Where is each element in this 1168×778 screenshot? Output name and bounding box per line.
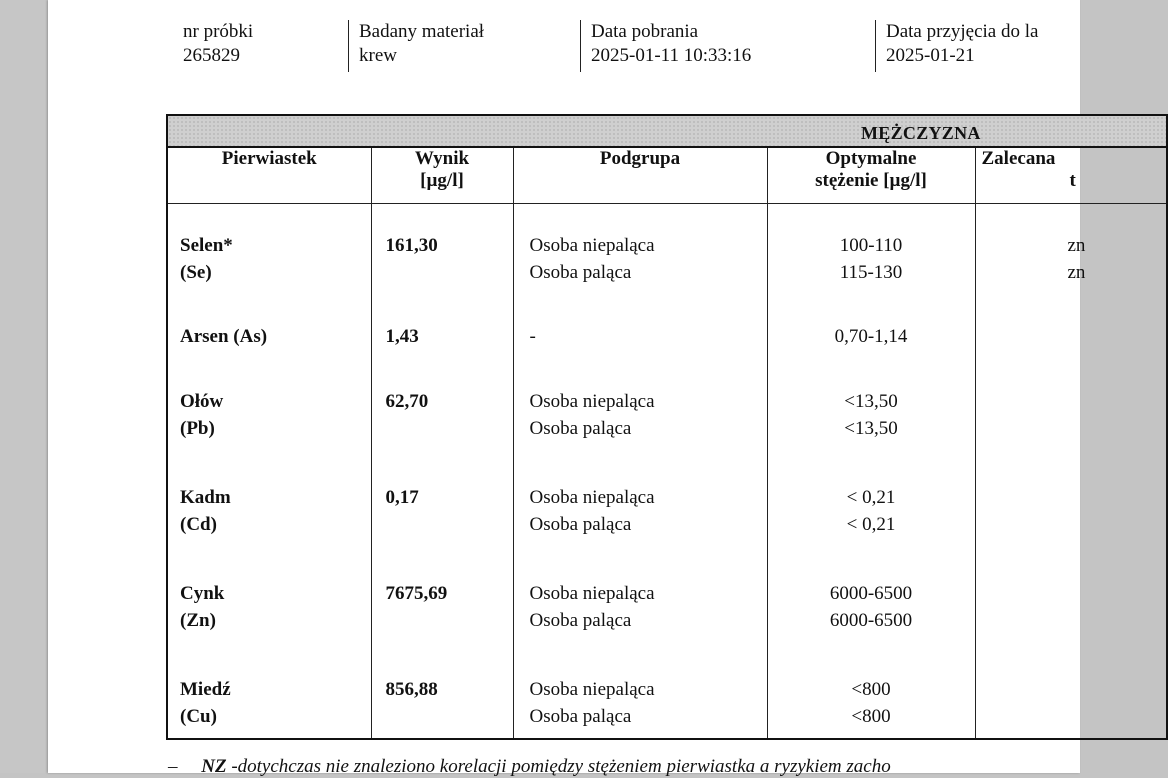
recommended-cell bbox=[975, 580, 1167, 676]
header-result: Wynik [µg/l] bbox=[371, 147, 513, 204]
result-cell bbox=[371, 676, 513, 739]
table-banner bbox=[167, 115, 1167, 147]
element-cell bbox=[167, 388, 371, 484]
subgroup-cell-line: Osoba paląca bbox=[529, 418, 632, 439]
results-table bbox=[166, 114, 1168, 740]
document-page bbox=[48, 0, 1086, 777]
viewer-gutter bbox=[0, 0, 48, 773]
result-cell-line: 161,30 bbox=[385, 235, 438, 256]
element-cell-line: Miedź bbox=[180, 679, 231, 700]
subgroup-cell-line: - bbox=[529, 326, 536, 347]
material-block bbox=[348, 20, 484, 72]
collection-date-value: 2025-01-11 10:33:16 bbox=[591, 45, 752, 66]
table-row bbox=[167, 323, 1167, 388]
optimal-cell-line: < 0,21 bbox=[846, 514, 896, 535]
material-label: Badany materiał bbox=[359, 21, 485, 42]
result-cell-line: 62,70 bbox=[385, 391, 429, 412]
element-cell bbox=[167, 676, 371, 739]
optimal-cell bbox=[767, 323, 975, 388]
optimal-cell-line: <800 bbox=[851, 679, 891, 700]
subgroup-cell-line: Osoba niepaląca bbox=[529, 679, 655, 700]
subgroup-cell bbox=[513, 484, 767, 580]
result-cell bbox=[371, 323, 513, 388]
receipt-date-label: Data przyjęcia do la bbox=[886, 21, 1039, 42]
result-cell bbox=[371, 484, 513, 580]
element-cell-line: Cynk bbox=[180, 583, 225, 604]
sample-number-block bbox=[183, 20, 253, 68]
footnote-text: -dotychczas nie znaleziono korelacji pomiędzy stężeniem pierwiastka a ryzykiem zacho bbox=[226, 756, 891, 777]
optimal-cell-line: <13,50 bbox=[844, 391, 898, 412]
table-row bbox=[167, 676, 1167, 739]
subgroup-cell bbox=[513, 580, 767, 676]
result-cell bbox=[371, 580, 513, 676]
element-cell-line: Selen* bbox=[180, 235, 233, 256]
element-cell bbox=[167, 204, 371, 324]
footnote-abbr: NZ bbox=[201, 756, 227, 777]
element-cell bbox=[167, 580, 371, 676]
element-cell-line: (Pb) bbox=[180, 418, 215, 439]
subgroup-cell-line: Osoba paląca bbox=[529, 514, 632, 535]
subgroup-cell-line: Osoba paląca bbox=[529, 610, 632, 631]
element-cell-line: (Zn) bbox=[180, 610, 216, 631]
table-row bbox=[167, 388, 1167, 484]
subgroup-cell-line: Osoba niepaląca bbox=[529, 391, 655, 412]
subgroup-cell-line: Osoba niepaląca bbox=[529, 487, 655, 508]
optimal-cell-line: 0,70-1,14 bbox=[834, 326, 908, 347]
collection-date-label: Data pobrania bbox=[591, 21, 699, 42]
element-cell-line: Kadm bbox=[180, 487, 231, 508]
subgroup-cell bbox=[513, 204, 767, 324]
element-cell-line: (Cu) bbox=[180, 706, 217, 727]
table-header bbox=[167, 147, 1167, 204]
optimal-cell bbox=[767, 484, 975, 580]
header-element: Pierwiastek bbox=[167, 147, 371, 204]
receipt-date-value: 2025-01-21 bbox=[886, 45, 975, 66]
element-cell-line: (Se) bbox=[180, 262, 212, 283]
result-cell-line: 856,88 bbox=[385, 679, 438, 700]
result-cell-line: 7675,69 bbox=[385, 583, 448, 604]
recommended-cell bbox=[975, 323, 1167, 388]
table-row bbox=[167, 484, 1167, 580]
element-cell-line: Ołów bbox=[180, 391, 224, 412]
subgroup-cell-line: Osoba niepaląca bbox=[529, 583, 655, 604]
element-cell bbox=[167, 484, 371, 580]
subgroup-cell bbox=[513, 676, 767, 739]
optimal-cell-line: 6000-6500 bbox=[829, 610, 913, 631]
optimal-cell bbox=[767, 676, 975, 739]
element-cell-line: (Cd) bbox=[180, 514, 217, 535]
result-cell bbox=[371, 204, 513, 324]
gender-banner: MĘŻCZYZNA bbox=[861, 123, 981, 143]
header-subgroup: Podgrupa bbox=[513, 147, 767, 204]
optimal-cell bbox=[767, 204, 975, 324]
subgroup-cell bbox=[513, 388, 767, 484]
sample-number-value: 265829 bbox=[183, 45, 240, 66]
recommended-cell bbox=[975, 388, 1167, 484]
element-cell-line: Arsen (As) bbox=[180, 326, 268, 347]
optimal-cell bbox=[767, 580, 975, 676]
subgroup-cell-line: Osoba paląca bbox=[529, 262, 632, 283]
subgroup-cell bbox=[513, 323, 767, 388]
collection-date-block bbox=[580, 20, 751, 72]
optimal-cell bbox=[767, 388, 975, 484]
table-row bbox=[167, 204, 1167, 324]
footnote-bullet: – bbox=[168, 756, 178, 777]
optimal-cell-line: <13,50 bbox=[844, 418, 898, 439]
subgroup-cell-line: Osoba niepaląca bbox=[529, 235, 655, 256]
optimal-cell-line: 6000-6500 bbox=[829, 583, 913, 604]
header-optimal: Optymalne stężenie [µg/l] bbox=[767, 147, 975, 204]
receipt-date-block bbox=[875, 20, 1038, 72]
result-cell bbox=[371, 388, 513, 484]
recommended-cell-line: zn bbox=[1067, 235, 1086, 256]
recommended-cell bbox=[975, 676, 1167, 739]
subgroup-cell-line: Osoba paląca bbox=[529, 706, 632, 727]
optimal-cell-line: <800 bbox=[851, 706, 891, 727]
footnote bbox=[168, 756, 891, 778]
element-cell bbox=[167, 323, 371, 388]
sample-number-label: nr próbki bbox=[183, 21, 254, 42]
recommended-cell-line: zn bbox=[1067, 262, 1086, 283]
table-row bbox=[167, 580, 1167, 676]
recommended-cell bbox=[975, 204, 1167, 324]
optimal-cell-line: < 0,21 bbox=[846, 487, 896, 508]
optimal-cell-line: 100-110 bbox=[839, 235, 903, 256]
material-value: krew bbox=[359, 45, 397, 66]
result-cell-line: 1,43 bbox=[385, 326, 419, 347]
recommended-cell bbox=[975, 484, 1167, 580]
header-recommended: Zalecana t bbox=[975, 147, 1167, 204]
result-cell-line: 0,17 bbox=[385, 487, 419, 508]
optimal-cell-line: 115-130 bbox=[839, 262, 903, 283]
